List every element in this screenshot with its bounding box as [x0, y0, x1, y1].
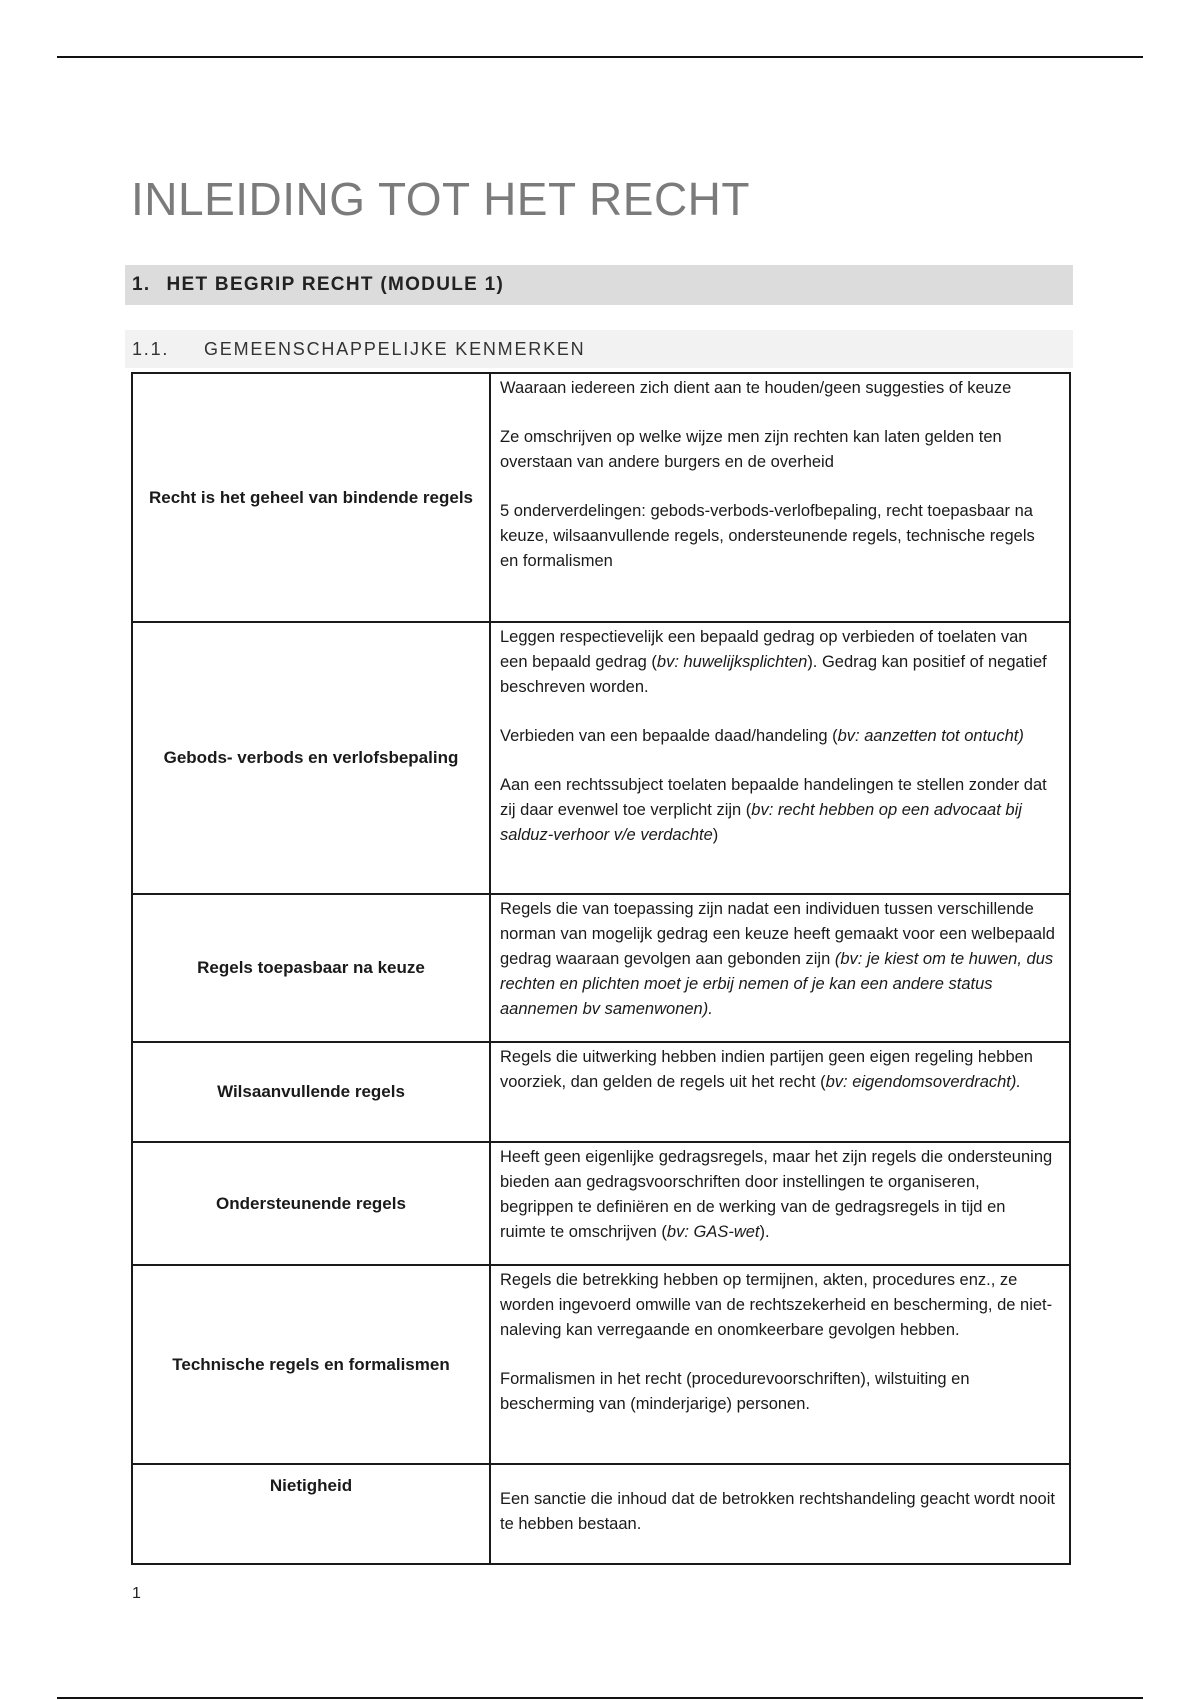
example-text: bv: GAS-wet: [666, 1223, 760, 1241]
description-paragraph: [500, 376, 1055, 401]
description-cell: [490, 622, 1070, 894]
description-text: Leggen respectievelijk een bepaald gedrag op verbieden of toelaten van een bepaald gedrag (: [500, 628, 1028, 671]
example-text: bv: recht hebben op een advocaat bij salduz-verhoor v/e verdachte: [500, 801, 1022, 844]
description-text: 5 onderverdelingen: gebods-verbods-verlofbepaling, recht toepasbaar na keuze, wilsaanvullende regels, ondersteunende regels, technische regels en formalismen: [500, 502, 1035, 570]
description-paragraph: [500, 625, 1055, 700]
term-cell: Recht is het geheel van bindende regels: [132, 373, 490, 622]
description-paragraph: [500, 724, 1055, 749]
term-cell: Ondersteunende regels: [132, 1142, 490, 1265]
section-number: 1.: [132, 274, 151, 295]
description-cell: [490, 1464, 1070, 1564]
description-paragraph: [500, 1367, 1055, 1417]
section-title: HET BEGRIP RECHT (MODULE 1): [166, 274, 505, 295]
description-text: Waaraan iedereen zich dient aan te houden/geen suggesties of keuze: [500, 379, 1012, 397]
page-number: 1: [132, 1585, 141, 1602]
example-text: (bv: je kiest om te huwen, dus rechten en plichten moet je erbij nemen of je kan een andere status aannemen bv samenwonen).: [500, 950, 1054, 1018]
description-cell: [490, 1042, 1070, 1142]
table-row: [132, 1464, 1070, 1564]
description-text: Aan een rechtssubject toelaten bepaalde handelingen te stellen zonder dat zij daar evenwel toe verplicht zijn (: [500, 776, 1047, 819]
description-paragraph: [500, 1487, 1055, 1537]
footer-rule: [57, 1697, 1143, 1699]
term-cell: Regels toepasbaar na keuze: [132, 894, 490, 1042]
section-heading: [125, 265, 1073, 305]
subsection-number: 1.1.: [132, 338, 170, 359]
characteristics-table: [131, 372, 1071, 1565]
description-paragraph: [500, 1045, 1055, 1095]
description-text: Een sanctie die inhoud dat de betrokken rechtshandeling geacht wordt nooit te hebben bestaan.: [500, 1490, 1055, 1533]
description-paragraph: [500, 773, 1055, 848]
term-cell: Technische regels en formalismen: [132, 1265, 490, 1464]
description-text: Regels die betrekking hebben op termijnen, akten, procedures enz., ze worden ingevoerd omwille van de rechtszekerheid en bescherming, de niet-naleving kan verregaande en onomkeerbare gevolgen hebben.: [500, 1271, 1053, 1339]
header-rule: [57, 56, 1143, 58]
example-text: bv: aanzetten tot ontucht): [837, 727, 1024, 745]
description-text: ).: [759, 1223, 770, 1241]
example-text: bv: eigendomsoverdracht).: [825, 1073, 1021, 1091]
table-row: [132, 373, 1070, 622]
term-cell: Nietigheid: [132, 1464, 490, 1564]
description-paragraph: [500, 1268, 1055, 1343]
table-row: [132, 1142, 1070, 1265]
table-row: [132, 894, 1070, 1042]
description-text: Verbieden van een bepaalde daad/handeling (: [500, 727, 838, 745]
description-text: Formalismen in het recht (procedurevoorschriften), wilstuiting en bescherming van (minderjarige) personen.: [500, 1370, 970, 1413]
description-paragraph: [500, 897, 1055, 1022]
description-paragraph: [500, 1145, 1055, 1245]
example-text: bv: huwelijksplichten: [656, 653, 808, 671]
table-row: [132, 1042, 1070, 1142]
description-cell: [490, 1142, 1070, 1265]
description-text: Ze omschrijven op welke wijze men zijn rechten kan laten gelden ten overstaan van andere burgers en de overheid: [500, 428, 1002, 471]
description-text: Regels die uitwerking hebben indien partijen geen eigen regeling hebben voorziek, dan gelden de regels uit het recht (: [500, 1048, 1033, 1091]
description-paragraph: [500, 499, 1055, 574]
description-text: Heeft geen eigenlijke gedragsregels, maar het zijn regels die ondersteuning bieden aan gedragsvoorschriften door instellingen te organiseren, begrippen te definiëren en de werking van de gedragsregels in tijd en ruimte te omschrijven (: [500, 1148, 1053, 1241]
description-cell: [490, 1265, 1070, 1464]
subsection-title: GEMEENSCHAPPELIJKE KENMERKEN: [204, 338, 586, 359]
term-cell: Wilsaanvullende regels: [132, 1042, 490, 1142]
table-row: [132, 1265, 1070, 1464]
description-text: ). Gedrag kan positief of negatief beschreven worden.: [500, 653, 1047, 696]
description-cell: [490, 894, 1070, 1042]
description-paragraph: [500, 425, 1055, 475]
description-text: ): [712, 826, 719, 844]
page-title: INLEIDING TOT HET RECHT: [131, 173, 750, 225]
subsection-heading: [125, 330, 1073, 368]
description-text: Regels die van toepassing zijn nadat een individuen tussen verschillende norman van mogelijk gedrag een keuze heeft gemaakt voor een welbepaald gedrag waaraan gevolgen aan gebonden zijn: [500, 900, 1055, 968]
term-cell: Gebods- verbods en verlofsbepaling: [132, 622, 490, 894]
description-cell: [490, 373, 1070, 622]
table-row: [132, 622, 1070, 894]
